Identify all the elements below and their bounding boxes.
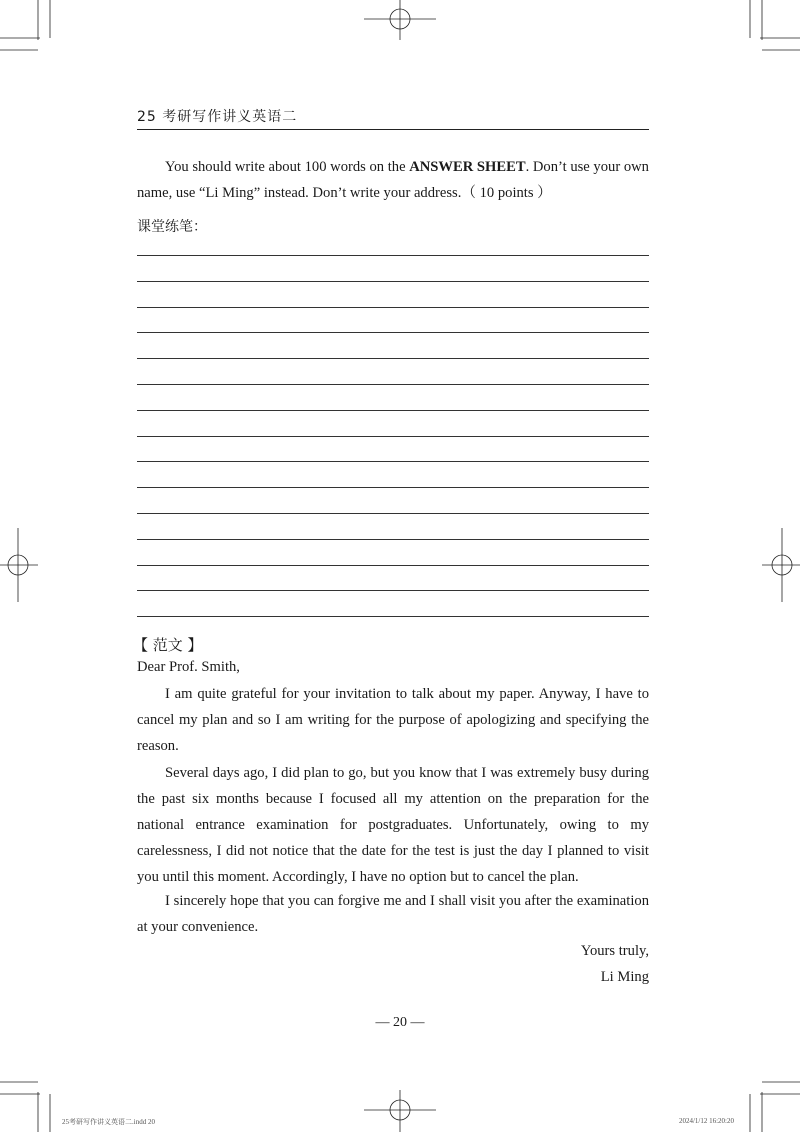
writing-line xyxy=(137,358,649,359)
instructions-text-b: . Don’t use your own name, use “Li Ming” instead. Don’t write your address.（ 10 points ） xyxy=(137,159,649,201)
page-number: — 20 — xyxy=(375,1015,425,1030)
writing-line xyxy=(137,307,649,308)
essay-paragraph-2: Several days ago, I did plan to go, but you know that I was extremely busy during the past six months because I focused all my attention on the preparation for the national entrance examination for postgraduates. Unfortunately, owing to my carelessness, I did not notice that the date for the test is just the day I planned to visit you until this moment. Accordingly, I have no option but to cancel the plan. xyxy=(137,765,649,885)
writing-line xyxy=(137,461,649,462)
slug-file-info: 25考研写作讲义英语二.indd 20 xyxy=(62,1118,155,1126)
essay-paragraph-1: I am quite grateful for your invitation to talk about my paper. Anyway, I have to cancel my plan and so I am writing for the purpose of apologizing and specifying the reason. xyxy=(137,686,649,754)
writing-line xyxy=(137,565,649,566)
slug-timestamp: 2024/1/12 16:20:20 xyxy=(678,1117,734,1125)
sample-essay-label: 【 范文 】 xyxy=(133,636,203,654)
salutation: Dear Prof. Smith, xyxy=(137,659,240,675)
writing-line xyxy=(137,410,649,411)
practice-label: 课堂练笔： xyxy=(137,219,207,235)
writing-line xyxy=(137,332,649,333)
writing-line xyxy=(137,539,649,540)
writing-line xyxy=(137,436,649,437)
instructions xyxy=(137,154,649,206)
essay-paragraph-3: I sincerely hope that you can forgive me and I shall visit you after the examination at your convenience. xyxy=(137,893,649,935)
header-rule xyxy=(137,129,649,130)
instructions-text-a: You should write about 100 words on the xyxy=(165,159,410,175)
writing-line xyxy=(137,590,649,591)
writing-line xyxy=(137,616,649,617)
writing-line xyxy=(137,513,649,514)
signature: Li Ming xyxy=(600,969,649,985)
running-header: 25 考研写作讲义英语二 xyxy=(137,109,298,125)
writing-line xyxy=(137,255,649,256)
closing: Yours truly, xyxy=(580,943,649,959)
writing-line xyxy=(137,384,649,385)
writing-line xyxy=(137,281,649,282)
answer-sheet-emphasis: ANSWER SHEET xyxy=(409,159,526,175)
writing-line xyxy=(137,487,649,488)
